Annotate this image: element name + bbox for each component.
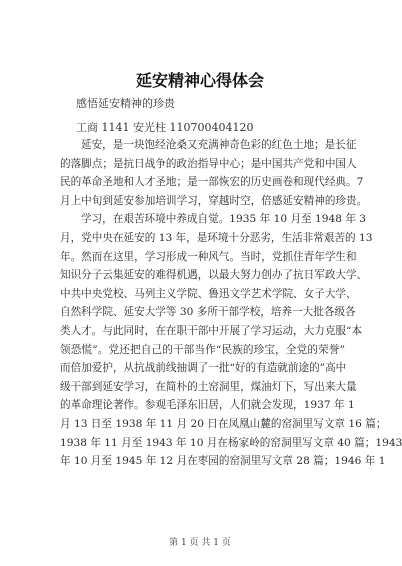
document-title: 延安精神心得体会 [135, 71, 264, 90]
body-line: 的革命理论著作。参观毛泽东旧居，人们就会发现，1937 年 1 [60, 399, 355, 412]
document-body [60, 136, 402, 471]
body-line: 知识分子云集延安的难得机遇，以最大努力创办了抗日军政大学、 [60, 269, 368, 282]
body-line: 学习，在艰苦环境中养成自觉。1935 年 10 月至 1948 年 3 [81, 213, 367, 226]
body-line: 延安，是一块饱经沧桑又充满神奇色彩的红色土地；是长征 [81, 139, 357, 151]
body-line: 月上中旬到延安参加培训学习，穿越时空，倍感延安精神的珍贵。 [60, 194, 368, 207]
body-line: 1938 年 11 月至 1943 年 10 月在杨家岭的窑洞里写文章 40 篇；1943 [60, 436, 402, 449]
body-line: 年。然而在这里，学习形成一种风气。当时，党抓住青年学生和 [60, 250, 357, 263]
document-subtitle: 感悟延安精神的珍贵 [76, 97, 175, 110]
body-line: 的落脚点；是抗日战争的政治指导中心；是中国共产党和中国人 [60, 157, 357, 170]
body-line: 年 10 月至 1945 年 12 月在枣园的窑洞里写文章 28 篇；1946 年 1 [60, 455, 386, 468]
body-line: 月 13 日至 1938 年 11 月 20 日在凤凰山麓的窑洞里写文章 16 篇； [60, 417, 387, 430]
body-line: 民的革命圣地和人才圣地；是一部恢宏的历史画卷和现代经典。7 [60, 176, 364, 189]
body-line: 中共中央党校、马列主义学院、鲁迅文学艺术学院、女子大学、 [60, 287, 357, 300]
body-line: 领恐慌”。党还把自己的干部当作“民族的珍宝，全党的荣誉” [60, 343, 345, 356]
page-footer: 第 1 页 共 1 页 [169, 538, 231, 548]
body-line: 而倍加爱护，从抗战前线抽调了一批“好的有造就前途的”高中 [60, 362, 347, 375]
body-line: 级干部到延安学习，在简朴的土窑洞里，煤油灯下，写出来大量 [60, 380, 357, 393]
body-line: 月，党中央在延安的 13 年，是环境十分恶劣，生活非常艰苦的 13 [60, 231, 373, 244]
author-line: 工商 1141 安光柱 110700404120 [76, 121, 254, 134]
body-line: 类人才。与此同时，在在职干部中开展了学习运动，大力克服“本 [60, 324, 363, 337]
body-line: 自然科学院、延安大学等 30 多所干部学校，培养一大批各级各 [60, 306, 356, 319]
